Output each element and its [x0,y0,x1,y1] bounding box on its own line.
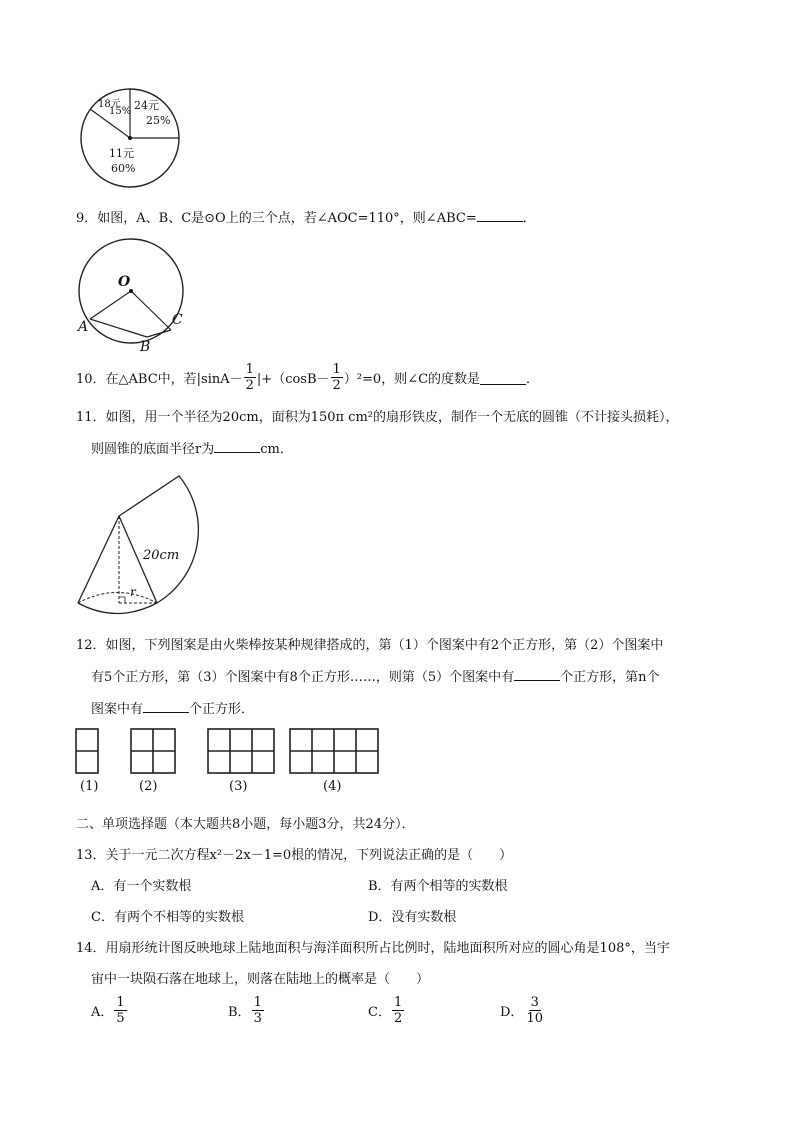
q10-fraction-2 [331,363,343,392]
q11-label-r: r [130,585,136,599]
q14-d-num: 3 [530,995,539,1010]
q11-line2 [91,438,293,457]
q12-matchstick-figures [72,724,392,799]
q12-caption-2: (2) [139,779,158,794]
q13-option-d[interactable]: D．没有实数根 [368,910,457,925]
q12-line2-prefix: 有5个正方形，第（3）个图案中有8个正方形……，则第（5）个图案中有 [91,670,515,685]
q9-answer-blank [477,208,523,222]
q14-option-c[interactable] [368,996,405,1025]
q13-option-a[interactable]: A．有一个实数根 [91,879,192,894]
q11-label-20cm: 20cm [143,548,180,563]
q10-frac1-num: 1 [245,362,254,377]
pie-label-11-amount: 11元 [109,147,134,160]
pie-chart-figure [76,84,186,194]
q10-frac1-den: 2 [245,378,254,393]
q10-end: ． [526,372,540,387]
q12-answer-blank-2 [143,699,189,713]
q9-label-c: C [172,312,183,328]
q10-mid: |+（cosB－ [256,372,330,387]
q11-answer-blank [214,439,260,453]
q10-prefix: 10．在△ABC中，若|sinA－ [76,372,243,387]
q14-option-c-fraction [392,996,404,1025]
q12-caption-3: (3) [229,779,248,794]
pie-label-24-percent: 25% [146,114,171,127]
q14-option-b[interactable] [228,996,265,1025]
q13-option-b[interactable]: B．有两个相等的实数根 [368,879,508,894]
pie-label-18-percent: 15% [109,106,132,117]
q14-c-num: 1 [393,995,403,1010]
q11-line1: 11．如图，用一个半径为20cm，面积为150π cm²的扇形铁皮，制作一个无底的圆锥（不计接头损耗）， [76,410,679,425]
q10-after: ）²=0，则∠C的度数是 [343,372,481,387]
q11-line2-prefix: 则圆锥的底面半径r为 [91,442,215,457]
q12-line2-suffix: 个正方形，第n个 [560,670,660,685]
q9-text [76,207,536,226]
q14-b-num: 1 [253,995,262,1010]
q14-option-c-letter: C． [368,1005,391,1020]
q14-c-den: 2 [393,1011,403,1026]
q14-option-a[interactable] [91,996,128,1025]
q12-answer-blank-1 [514,667,560,681]
q14-b-den: 3 [253,1011,262,1026]
q14-option-b-fraction [252,996,264,1025]
q14-option-a-letter: A． [91,1005,114,1020]
q13-option-c[interactable]: C．有两个不相等的实数根 [91,910,244,925]
q12-line3-prefix: 图案中有 [91,702,144,717]
q9-circle-figure [76,236,196,356]
pie-label-11-percent: 60% [111,162,136,175]
q10-text [76,363,539,392]
q10-frac2-den: 2 [332,378,341,393]
section-2-heading: 二、单项选择题（本大题共8小题，每小题3分，共24分）． [76,817,415,832]
q14-line2: 宙中一块陨石落在地球上，则落在陆地上的概率是（ ） [91,972,430,987]
q10-answer-blank [480,371,526,385]
q12-line3-suffix: 个正方形． [189,702,255,717]
q12-line2 [91,666,659,685]
pie-label-24-amount: 24元 [134,99,159,112]
q9-end: ． [522,211,536,226]
q12-caption-4: (4) [323,779,342,794]
q9-label-o: O [118,274,131,290]
q13-stem: 13．关于一元二次方程x²－2x－1=0根的情况，下列说法正确的是（ ） [76,848,513,863]
q10-frac2-num: 1 [332,362,341,377]
q14-a-den: 5 [116,1011,125,1026]
pie-label-18-amount: 18元 [98,99,121,110]
q9-label-a: A [78,319,89,335]
q14-line1: 14．用扇形统计图反映地球上陆地面积与海洋面积所占比例时，陆地面积所对应的圆心角是108°，当宇 [76,941,670,956]
q9-label-b: B [140,339,151,355]
q14-option-a-fraction [114,996,126,1025]
q10-fraction-1 [244,363,256,392]
q14-option-b-letter: B． [228,1005,251,1020]
q14-option-d-fraction [524,996,545,1025]
q12-caption-1: (1) [80,779,99,794]
q12-line3 [91,698,254,717]
q11-line2-suffix: cm． [260,442,293,457]
q14-option-d[interactable] [500,996,546,1025]
q14-a-num: 1 [116,995,125,1010]
q14-option-d-letter: D． [500,1005,524,1020]
q9-stem: 9．如图，A、B、C是⊙O上的三个点，若∠AOC=110°，则∠ABC= [76,211,477,226]
q11-cone-figure [72,466,222,626]
q12-line1: 12．如图，下列图案是由火柴棒按某种规律搭成的，第（1）个图案中有2个正方形，第（2）个图案中 [76,638,664,653]
q14-d-den: 10 [526,1011,543,1026]
